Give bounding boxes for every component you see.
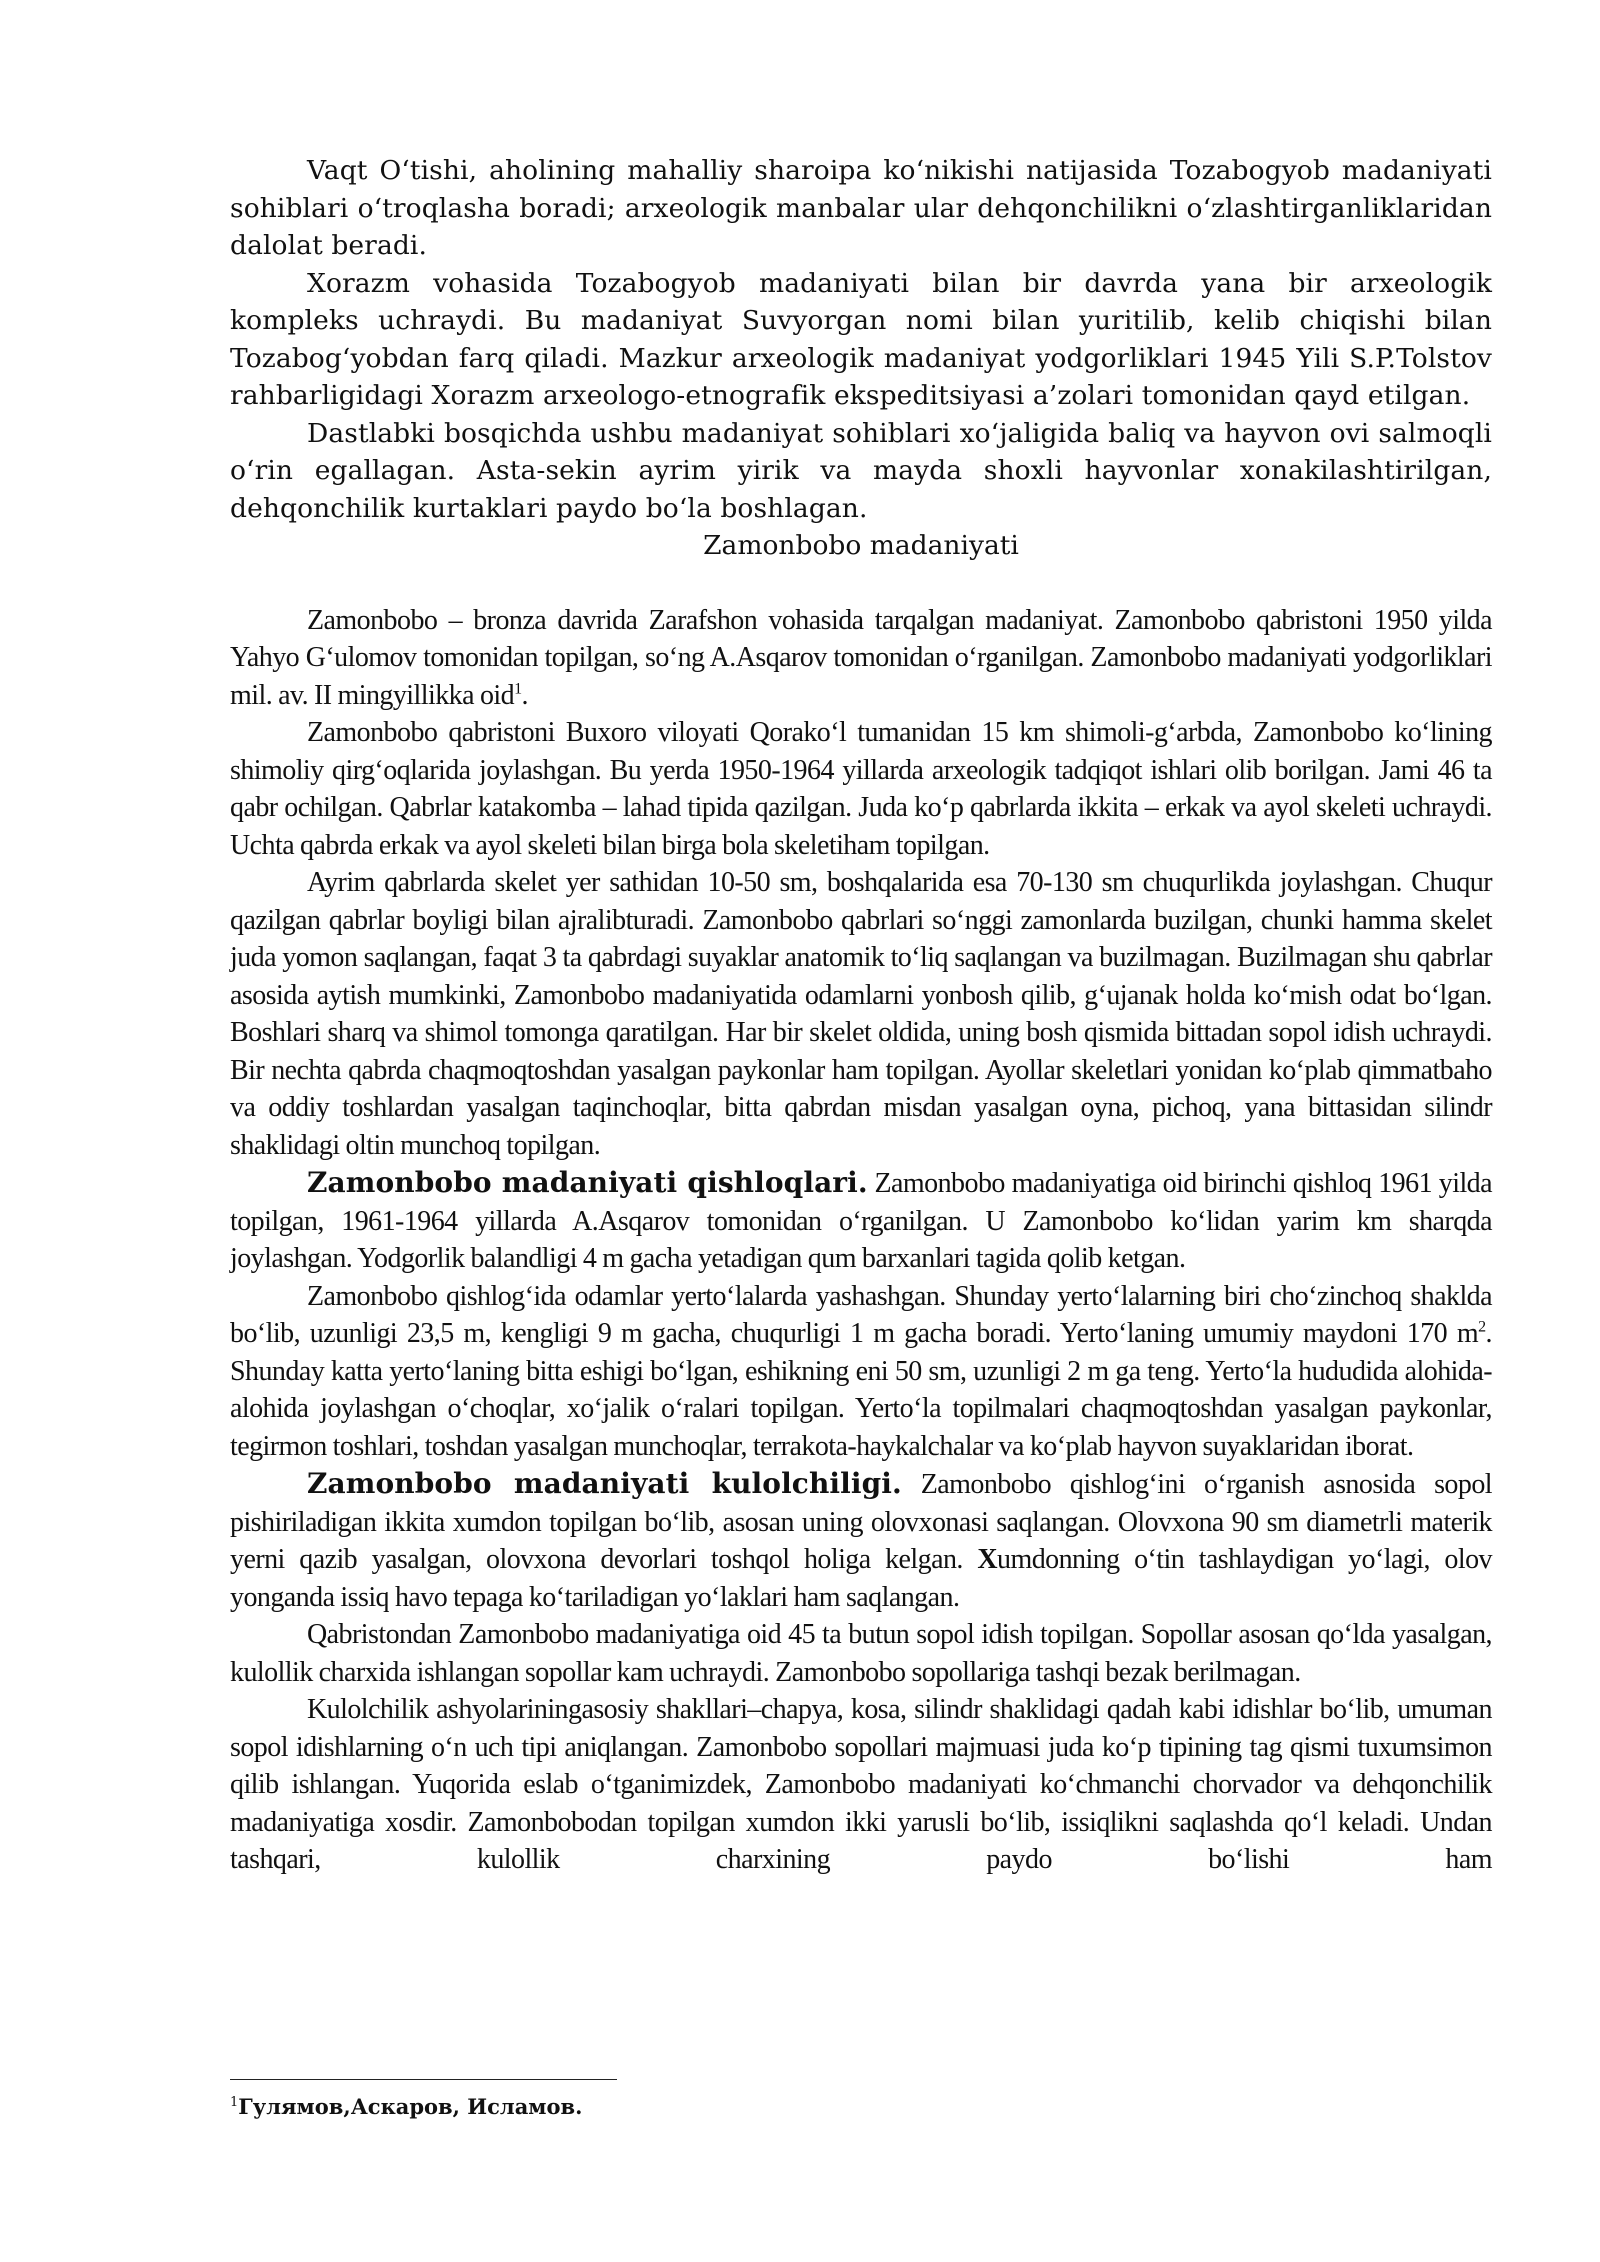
paragraph-text: Zamonbobo qishlog‘ini o‘rganish asnosida sopol pishiriladigan ikkita xumdon topilgan bo‘lib, asosan uning olovxonasi saqlangan. Olovxona 90 sm diametrli materik yerni qazib yasalgan, olovxona devorlari toshqol holiga kelgan. [230,1469,1492,1575]
paragraph: Zamonbobo qabristoni Buxoro viloyati Qorako‘l tumanidan 15 km shimoli-g‘arbda, Zamonbobo ko‘lining shimoliy qirg‘oqlarida joylashgan. Bu yerda 1950-1964 yillarda arxeologik tadqiqot ishlari olib borilgan. Jami 46 ta qabr ochilgan. Qabrlar katakomba – lahad tipida qazilgan. Juda ko‘p qabrlarda ikkita – erkak va ayol skeleti uchraydi. Uchta qabrda erkak va ayol skeleti bilan birga bola skeletiham topilgan. [230,717,1492,861]
intro-section [230,152,1492,565]
paragraph-text: Zamonbobo – bronza davrida Zarafshon vohasida tarqalgan madaniyat. Zamonbobo qabristoni 1950 yilda Yahyo G‘ulomov tomonidan topilgan, so‘ng A.Asqarov tomonidan o‘rganilgan. Zamonbobo madaniyati yodgorliklari mil. av. II mingyillikka oid [230,604,1492,711]
paragraph-text: umdonning o‘tin tashlaydigan yo‘lagi, olov yonganda issiq havo tepaga ko‘tariladigan yo‘laklari ham saqlangan. [230,1544,1492,1613]
paragraph: Qabristondan Zamonbobo madaniyatiga oid 45 ta butun sopol idish topilgan. Sopollar asosan qo‘lda yasalgan, kulollik charxida ishlangan sopollar kam uchraydi. Zamonbobo sopollariga tashqi bezak berilmagan. [230,1619,1492,1688]
paragraph-text: Zamonbobo madaniyatiga oid birinchi qishloq 1961 yilda topilgan, 1961-1964 yillarda A.Asqarov tomonidan o‘rganilgan. U Zamonbobo ko‘lidan yarim km sharqda joylashgan. Yodgorlik balandligi 4 m gacha yetadigan qum barxanlari tagida qolib ketgan. [230,1168,1493,1274]
paragraph [230,602,1492,715]
subsection-heading: Zamonbobo madaniyati kulolchiligi. [307,1467,902,1500]
subsection-heading: Zamonbobo madaniyati qishloqlari. [307,1166,868,1199]
paragraph-text: . Shunday katta yerto‘laning bitta eshigi bo‘lgan, eshikning eni 50 sm, uzunligi 2 m ga teng. Yerto‘la hududida alohida-alohida joylashgan o‘choqlar, xo‘jalik o‘ralari topilgan. Yerto‘la topilmalari chaqmoqtoshdan yasalgan paykonlar, tegirmon toshlari, toshdan yasalgan munchoqlar, terrakota-haykalchalar va ko‘plab hayvon suyaklaridan iborat. [230,1318,1492,1462]
paragraph: Vaqt O‘tishi, aholining mahalliy sharoipa ko‘nikishi natijasida Tozabogyob madaniyati sohiblari o‘troqlasha boradi; arxeologik manbalar ular dehqonchilikni o‘zlashtirganliklaridan dalolat beradi. [230,155,1492,261]
footnote-separator [230,2079,617,2080]
paragraph [230,1278,1492,1466]
document-page [230,152,1492,1879]
bold-letter: X [977,1544,998,1575]
body-section [230,602,1492,1879]
superscript: 2 [1478,1318,1486,1336]
spacer [230,565,1492,602]
paragraph-text: Zamonbobo qishlog‘ida odamlar yerto‘lalarda yashashgan. Shunday yerto‘lalarning biri cho‘zinchoq shaklda bo‘lib, uzunligi 23,5 m, kengligi 9 m gacha, chuqurligi 1 m gacha boradi. Yerto‘laning umumiy maydoni 170 m [230,1280,1492,1349]
section-title: Zamonbobo madaniyati [703,530,1019,561]
footnote-mark: 1 [230,2095,239,2110]
paragraph: Ayrim qabrlarda skelet yer sathidan 10-50 sm, boshqalarida esa 70-130 sm chuqurlikda joylashgan. Chuqur qazilgan qabrlar boyligi bilan ajralibturadi. Zamonbobo qabrlari so‘nggi zamonlarda buzilgan, chunki hamma skelet juda yomon saqlangan, faqat 3 ta qabrdagi suyaklar anatomik to‘liq saqlangan va buzilmagan. Buzilmagan shu qabrlar asosida aytish mumkinki, Zamonbobo madaniyatida odamlarni yonbosh qilib, g‘ujanak holda ko‘mish odat bo‘lgan. Boshlari sharq va shimol tomonga qaratilgan. Har bir skelet oldida, uning bosh qismida bittadan sopol idish uchraydi. Bir nechta qabrda chaqmoqtoshdan yasalgan paykonlar ham topilgan. Ayollar skeletlari yonidan ko‘plab qimmatbaho va oddiy toshlardan yasalgan taqinchoqlar, bitta qabrdan misdan yasalgan oyna, pichoq, yana bittasidan silindr shaklidagi oltin munchoq topilgan. [230,867,1492,1161]
paragraph: Dastlabki bosqichda ushbu madaniyat sohiblari xo‘jaligida baliq va hayvon ovi salmoqli o‘rin egallagan. Asta-sekin ayrim yirik va mayda shoxli hayvonlar xonakilashtirilgan, dehqonchilik kurtaklari paydo bo‘la boshlagan. [230,417,1492,524]
footnote-reference[interactable]: 1 [514,680,522,698]
footnote [230,2093,582,2121]
paragraph: Kulolchilik ashyolariningasosiy shakllari–chapya, kosa, silindr shaklidagi qadah kabi idishlar bo‘lib, umuman sopol idishlarning o‘n uch tipi aniqlangan. Zamonbobo sopollari majmuasi juda ko‘p tipining tag qismi tuxumsimon qilib ishlangan. Yuqorida eslab o‘tganimizdek, Zamonbobo madaniyati ko‘chmanchi chorvador va dehqonchilik madaniyatiga xosdir. Zamonbobodan topilgan xumdon ikki yarusli bo‘lib, issiqlikni saqlashda qo‘l keladi. Undan tashqari, kulollik charxining paydo bo‘lishi ham [230,1694,1492,1875]
paragraph: Xorazm vohasida Tozabogyob madaniyati bilan bir davrda yana bir arxeologik kompleks uchraydi. Bu madaniyat Suvyorgan nomi bilan yuritilib, kelib chiqishi bilan Tozabog‘yobdan farq qiladi. Mazkur arxeologik madaniyat yodgorliklari 1945 Yili S.P.Tolstov rahbarligidagi Xorazm arxeologo-etnografik ekspeditsiyasi a’zolari tomonidan qayd etilgan. [230,267,1492,411]
paragraph [230,1164,1492,1278]
paragraph-text: . [521,679,528,711]
footnote-text: Гулямов,Аскаров, Исламов. [238,2094,583,2119]
paragraph [230,1465,1492,1616]
